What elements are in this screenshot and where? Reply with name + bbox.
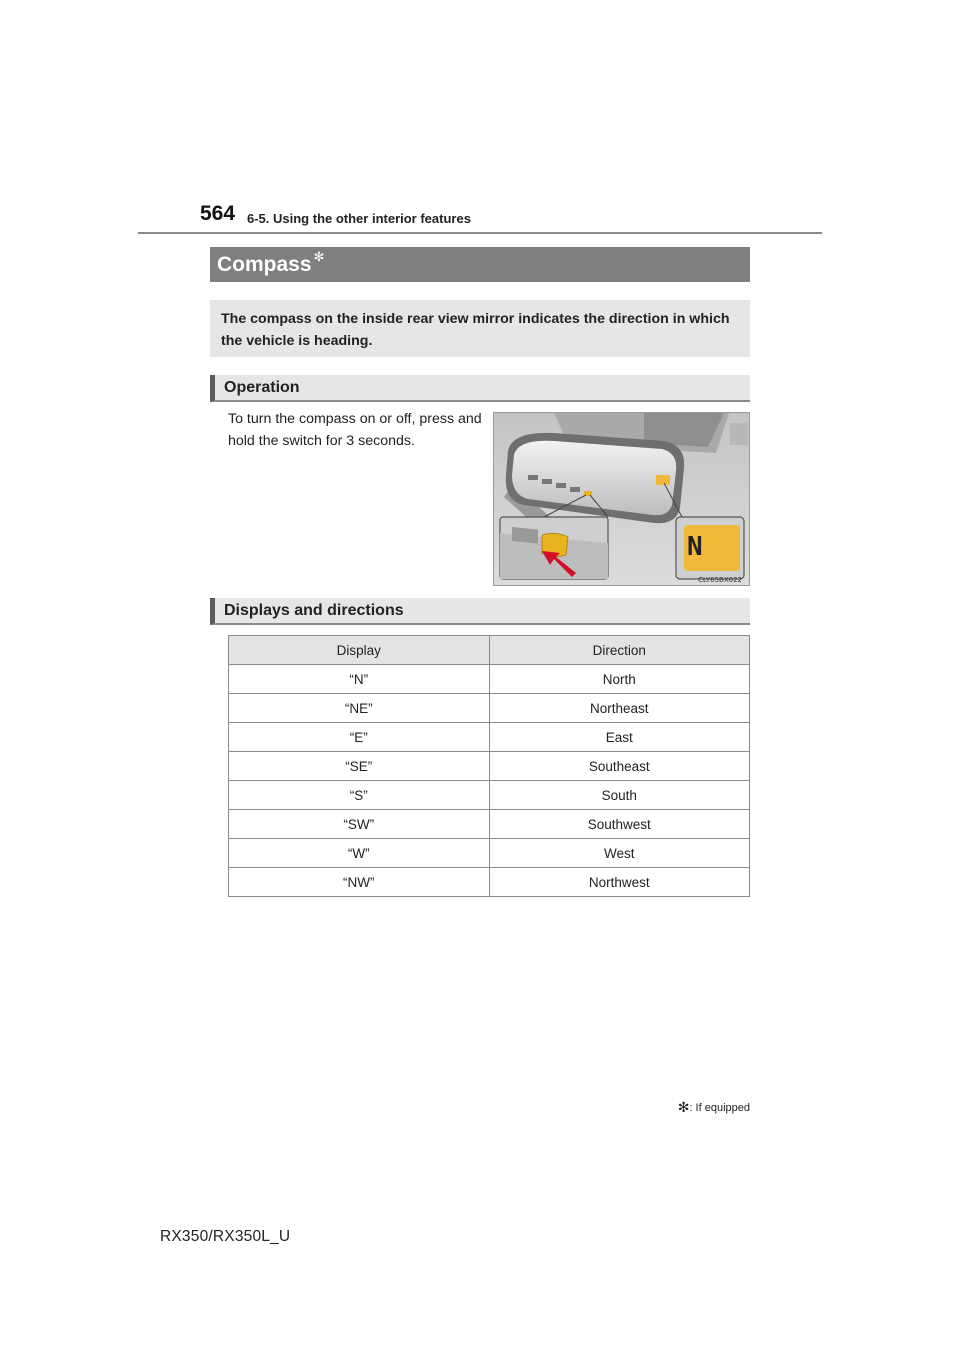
display-cell: “W”	[229, 839, 490, 868]
table-row	[229, 810, 750, 839]
direction-cell: West	[489, 839, 750, 868]
directions-table	[228, 635, 750, 897]
display-cell: “E”	[229, 723, 490, 752]
asterisk-icon: ✻	[677, 1099, 690, 1115]
direction-cell: East	[489, 723, 750, 752]
display-cell: “S”	[229, 781, 490, 810]
direction-cell: Northwest	[489, 868, 750, 897]
operation-heading: Operation	[210, 375, 750, 402]
table-row	[229, 665, 750, 694]
display-cell: “NW”	[229, 868, 490, 897]
display-cell: “N”	[229, 665, 490, 694]
intro-box: The compass on the inside rear view mirror indicates the direction in which the vehicle is heading.	[210, 300, 750, 357]
model-code: RX350/RX350L_U	[160, 1228, 291, 1245]
footnote-text: : If equipped	[689, 1102, 750, 1114]
displays-heading: Displays and directions	[210, 598, 750, 625]
column-header-display: Display	[229, 636, 490, 665]
table-row	[229, 752, 750, 781]
table-row	[229, 723, 750, 752]
display-cell: “NE”	[229, 694, 490, 723]
page-number: 564	[200, 202, 236, 225]
asterisk-icon: ✻	[313, 248, 325, 264]
table-row	[229, 781, 750, 810]
column-header-direction: Direction	[489, 636, 750, 665]
display-cell: “SW”	[229, 810, 490, 839]
operation-text: To turn the compass on or off, press and hold the switch for 3 seconds.	[228, 411, 482, 449]
table-row	[229, 839, 750, 868]
title-bar	[210, 247, 750, 282]
direction-cell: Northeast	[489, 694, 750, 723]
footnote	[560, 1098, 750, 1115]
table-row	[229, 694, 750, 723]
mirror-compass-illustration	[493, 412, 750, 586]
direction-cell: Southwest	[489, 810, 750, 839]
figure-code: CLY65BX022	[698, 576, 742, 584]
direction-cell: Southeast	[489, 752, 750, 781]
compass-display-letter: N	[687, 532, 703, 562]
table-header-row	[229, 636, 750, 665]
page-title: Compass	[217, 252, 312, 276]
direction-cell: North	[489, 665, 750, 694]
table-row	[229, 868, 750, 897]
direction-cell: South	[489, 781, 750, 810]
section-title: 6-5. Using the other interior features	[247, 211, 471, 226]
display-cell: “SE”	[229, 752, 490, 781]
header-divider	[138, 232, 822, 234]
